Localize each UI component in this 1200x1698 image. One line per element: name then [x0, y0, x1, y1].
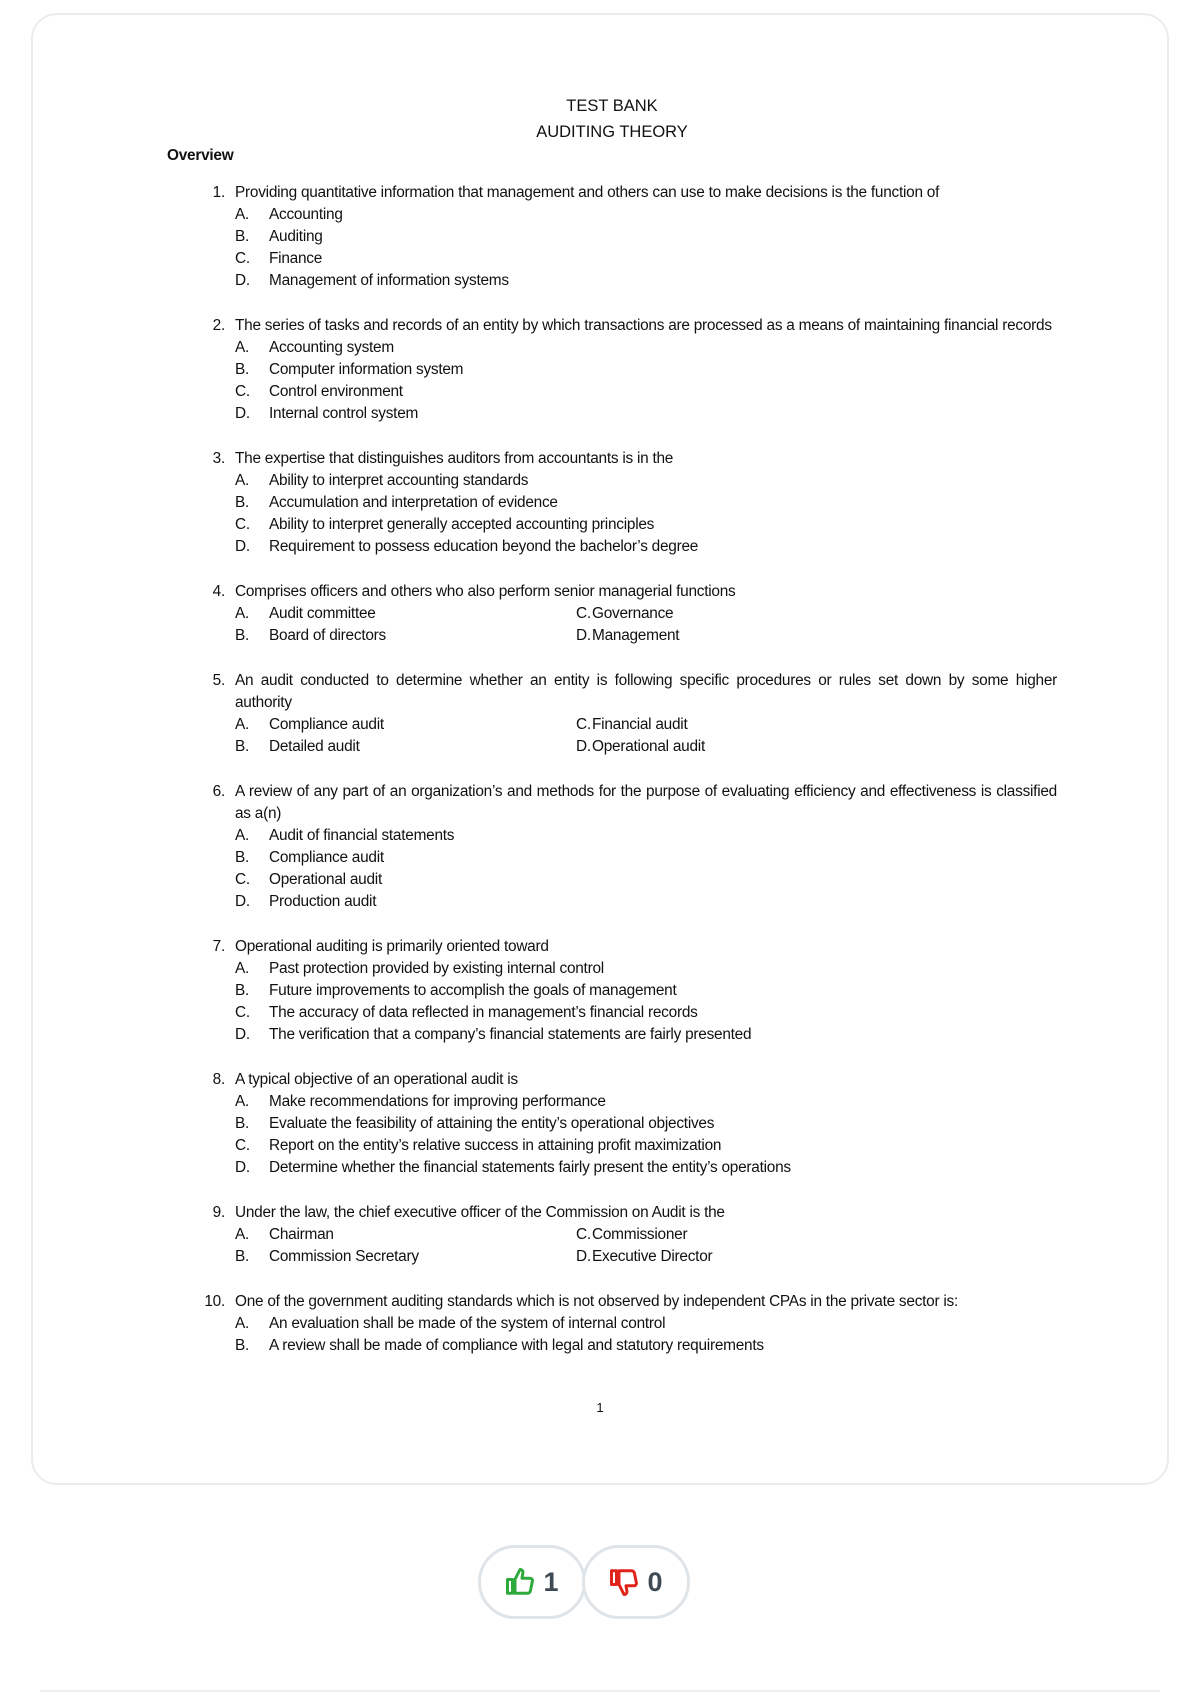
option — [235, 1157, 1057, 1179]
option-text: Commission Secretary — [269, 1248, 419, 1265]
option-letter: B. — [235, 228, 250, 245]
document-title-line2: AUDITING THEORY — [536, 123, 688, 141]
option — [235, 1224, 576, 1246]
option — [235, 492, 1057, 514]
question-text: Operational auditing is primarily oriented toward — [235, 938, 549, 955]
option-text: Management of information systems — [269, 272, 509, 289]
page-number: 1 — [596, 1400, 604, 1415]
option-letter: B. — [235, 738, 250, 755]
option-text: Finance — [269, 250, 323, 267]
option-letter: D. — [235, 893, 250, 910]
option — [235, 847, 1057, 869]
question-5 — [167, 670, 1057, 758]
question-text: A review of any part of an organization’s and methods for the purpose of evaluating efficiency and effectiveness is classified as a(n) — [235, 783, 1057, 822]
option-letter: D. — [576, 738, 591, 755]
option-letter: A. — [235, 960, 250, 977]
option-letter: D. — [235, 1159, 250, 1176]
option-letter: C. — [576, 716, 591, 733]
option-text: Control environment — [269, 383, 403, 400]
option — [235, 1091, 1057, 1113]
option-letter: D. — [235, 1026, 250, 1043]
option — [235, 248, 1057, 270]
option-letter: D. — [576, 627, 591, 644]
option — [235, 980, 1057, 1002]
question-number: 6. — [212, 783, 225, 800]
option-letter: B. — [235, 361, 250, 378]
option-text: Evaluate the feasibility of attaining the entity’s operational objectives — [269, 1115, 715, 1132]
option — [576, 736, 1057, 758]
option-letter: B. — [235, 1115, 250, 1132]
option-text: Determine whether the financial statements fairly present the entity’s operations — [269, 1159, 791, 1176]
option-text: The verification that a company’s financial statements are fairly presented — [269, 1026, 752, 1043]
option-letter: B. — [235, 627, 250, 644]
option — [576, 603, 1057, 625]
question-number: 10. — [204, 1293, 225, 1310]
option-text: Audit committee — [269, 605, 376, 622]
option — [235, 1246, 576, 1268]
option-text: Compliance audit — [269, 716, 384, 733]
option-letter: A. — [235, 472, 250, 489]
option-letter: A. — [235, 1315, 250, 1332]
question-text: Providing quantitative information that management and others can use to make decisions is the function of — [235, 184, 940, 201]
option — [235, 270, 1057, 292]
option — [235, 1313, 1057, 1335]
option-text: Management — [592, 627, 680, 644]
question-number: 5. — [212, 672, 225, 689]
option — [235, 1113, 1057, 1135]
option-letter: A. — [235, 827, 250, 844]
dislike-button[interactable] — [582, 1545, 690, 1619]
document-title-line1: TEST BANK — [566, 97, 658, 115]
question-number: 9. — [212, 1204, 225, 1221]
question-10 — [167, 1291, 1057, 1357]
question-9 — [167, 1202, 1057, 1268]
question-text: An audit conducted to determine whether an entity is following specific procedures or rules set down by some higher authority — [235, 672, 1057, 711]
option — [235, 1335, 1057, 1357]
option — [235, 825, 1057, 847]
option-text: Past protection provided by existing internal control — [269, 960, 604, 977]
option — [235, 714, 576, 736]
option — [235, 536, 1057, 558]
option — [235, 1002, 1057, 1024]
option — [235, 514, 1057, 536]
option-text: Compliance audit — [269, 849, 384, 866]
question-number: 2. — [212, 317, 225, 334]
option-text: Ability to interpret accounting standards — [269, 472, 529, 489]
option-text: Internal control system — [269, 405, 419, 422]
option-letter: C. — [576, 1226, 591, 1243]
option-letter: A. — [235, 206, 250, 223]
option-letter: C. — [235, 383, 250, 400]
option-text: Report on the entity’s relative success in attaining profit maximization — [269, 1137, 722, 1154]
option — [235, 736, 576, 758]
question-text: One of the government auditing standards which is not observed by independent CPAs in the private sector is: — [235, 1293, 959, 1310]
option-letter: D. — [235, 272, 250, 289]
option-letter: B. — [235, 1248, 250, 1265]
option-letter: D. — [235, 405, 250, 422]
option-letter: B. — [235, 1337, 250, 1354]
option — [235, 403, 1057, 425]
option-letter: C. — [576, 605, 591, 622]
thumbs-up-icon — [505, 1567, 535, 1597]
option-text: Financial audit — [592, 716, 688, 733]
option — [235, 958, 1057, 980]
question-7 — [167, 936, 1057, 1046]
option-letter: C. — [235, 871, 250, 888]
option — [235, 891, 1057, 913]
option — [235, 625, 576, 647]
question-text: Under the law, the chief executive officer of the Commission on Audit is the — [235, 1204, 725, 1221]
option — [235, 337, 1057, 359]
option — [576, 714, 1057, 736]
option-letter: A. — [235, 716, 250, 733]
option-letter: C. — [235, 1004, 250, 1021]
option-letter: A. — [235, 605, 250, 622]
option-text: Chairman — [269, 1226, 334, 1243]
option-text: Accumulation and interpretation of evidence — [269, 494, 558, 511]
question-text: The series of tasks and records of an entity by which transactions are processed as a means of maintaining financial records — [235, 317, 1052, 334]
option-text: Future improvements to accomplish the goals of management — [269, 982, 677, 999]
question-number: 1. — [212, 184, 225, 201]
question-6 — [167, 781, 1057, 913]
vote-bar — [478, 1545, 690, 1619]
option-letter: A. — [235, 1093, 250, 1110]
question-text: The expertise that distinguishes auditors from accountants is in the — [235, 450, 674, 467]
divider — [40, 1690, 1160, 1692]
option-letter: C. — [235, 1137, 250, 1154]
thumbs-down-icon — [609, 1567, 639, 1597]
option-text: An evaluation shall be made of the system of internal control — [269, 1315, 666, 1332]
option-text: Executive Director — [592, 1248, 713, 1265]
option-letter: C. — [235, 516, 250, 533]
option-text: Requirement to possess education beyond the bachelor’s degree — [269, 538, 699, 555]
dislike-count: 0 — [647, 1566, 663, 1597]
question-4 — [167, 581, 1057, 647]
option-text: Auditing — [269, 228, 323, 245]
section-heading: Overview — [167, 147, 234, 164]
option — [235, 381, 1057, 403]
option-letter: C. — [235, 250, 250, 267]
option — [576, 1246, 1057, 1268]
option-text: Make recommendations for improving performance — [269, 1093, 606, 1110]
option-letter: B. — [235, 849, 250, 866]
question-3 — [167, 448, 1057, 558]
option-text: Ability to interpret generally accepted accounting principles — [269, 516, 655, 533]
like-button[interactable] — [478, 1545, 586, 1619]
question-2 — [167, 315, 1057, 425]
option-text: Accounting — [269, 206, 343, 223]
option-text: Computer information system — [269, 361, 464, 378]
option — [235, 359, 1057, 381]
option — [235, 869, 1057, 891]
option-text: Production audit — [269, 893, 377, 910]
question-number: 4. — [212, 583, 225, 600]
option — [235, 226, 1057, 248]
question-number: 3. — [212, 450, 225, 467]
option — [235, 603, 576, 625]
option — [235, 204, 1057, 226]
option-letter: B. — [235, 982, 250, 999]
option-text: Operational audit — [269, 871, 382, 888]
question-8 — [167, 1069, 1057, 1179]
option — [235, 1135, 1057, 1157]
question-number: 7. — [212, 938, 225, 955]
document-content — [167, 93, 1057, 1380]
option-letter: A. — [235, 339, 250, 356]
like-count: 1 — [543, 1566, 559, 1597]
question-list — [167, 182, 1057, 1357]
option-text: Audit of financial statements — [269, 827, 455, 844]
question-1 — [167, 182, 1057, 292]
option-text: Commissioner — [592, 1226, 688, 1243]
option-text: Governance — [592, 605, 674, 622]
option — [576, 1224, 1057, 1246]
option-letter: A. — [235, 1226, 250, 1243]
option-letter: D. — [235, 538, 250, 555]
question-text: A typical objective of an operational audit is — [235, 1071, 518, 1088]
option-text: Board of directors — [269, 627, 386, 644]
option-text: Detailed audit — [269, 738, 360, 755]
option-text: A review shall be made of compliance with legal and statutory requirements — [269, 1337, 764, 1354]
option-text: Operational audit — [592, 738, 705, 755]
option-text: Accounting system — [269, 339, 394, 356]
option — [235, 1024, 1057, 1046]
question-text: Comprises officers and others who also perform senior managerial functions — [235, 583, 736, 600]
option — [235, 470, 1057, 492]
option — [576, 625, 1057, 647]
option-letter: B. — [235, 494, 250, 511]
question-number: 8. — [212, 1071, 225, 1088]
option-text: The accuracy of data reflected in management’s financial records — [269, 1004, 698, 1021]
option-letter: D. — [576, 1248, 591, 1265]
